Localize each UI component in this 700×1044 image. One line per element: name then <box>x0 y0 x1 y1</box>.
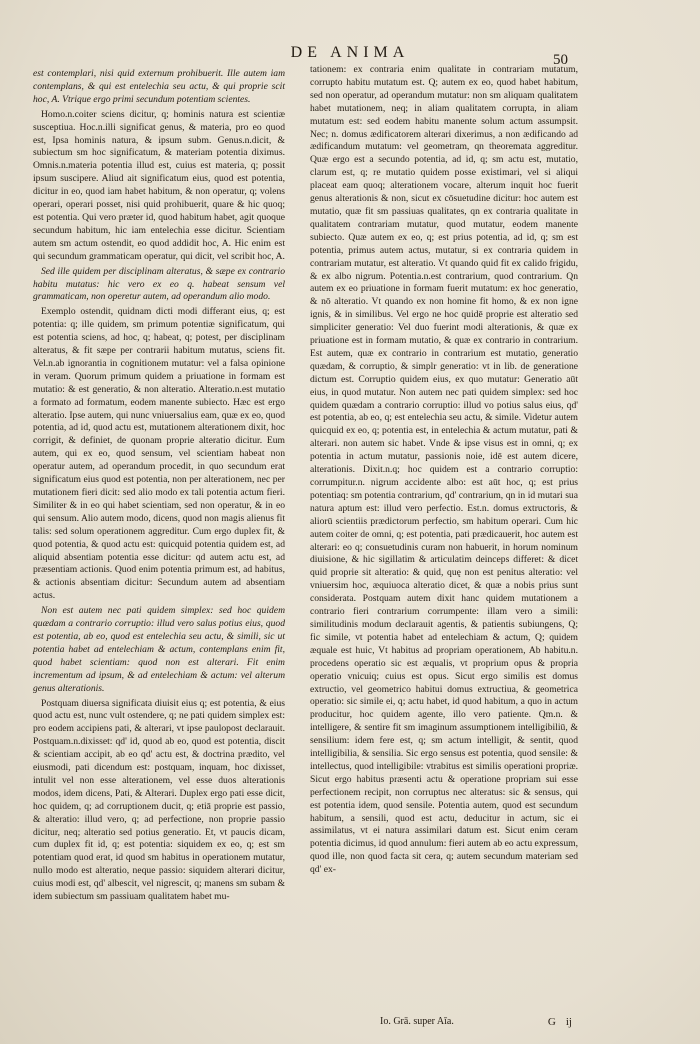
paragraph: tationem: ex contraria enim qualitate in contrariam mutatum, corrupto habitu mutatum est. Q; autem ex eo, quod habet habitum, sed non operatur, ad operandum mutatur: non sm aliquam qualitatem habet mutationem, neq; in aliam qualitatem corrupta, in aliam mutatum est: sed eodem habitu manente solum actum assumpsit. Nec; n. domus ædificatorem alterari dixerimus, a non ædificando ad ædificandum mutatum: vel geometram, qn theoremata aggreditur. Quæ ergo est a secundo potentia, ad id, q; sm actu est, mutatio, clarum est, q; re mutatio quidem posse existimari, vel si aliqui placeat eam quoq; alterationem vocare, alterum inquit hoc fuerit genus alterationis & non, sicut ex cōsuetudine dicitur: hoc autem est mutatio, quæ fit sm passiuas qualitates, qn ex contraria qualitate in qualitatem contrariam mutatur, quod mutatur, eodem manente subiecto. Quæ autem ex eo, q; est prius potentia, ad id, q; sm est potentia, primus autem actus, mutatur, si ex contraria quidem in contrariam mutatur, est alteratio. Vt quando quid fit ex calido frigidu, & ex albo nigrum. Potentia.n.est contrarium, quod contrarium. Qn autem ex eo priuatione in formam fuerit mutatum: ex hoc generatio, & nō alteratio. Vt quando ex non homine fit homo, & ex non igne ignis, & in similibus. Vel ergo ne hoc quidē proprie est alteratio sed simpliciter generatio: Vel duo fuerint modi alterationis, & quæ ex priuatione est in formam mutatio, & quæ ex contrario in contrarium. Est autem, quæ ex contrario in contrarium est mutatio, generatio quædam, & corruptio, & simplr generatio: vt in lib. de generatione dictum est. Corruptio quidem eius, ex quo mutatur: Generatio aūt eius, in quod mutatur. Non autem nec pati quidem simplex: sed hoc quidem quædam a contrario corruptio: illud vo potius salus eius, qd' est potentia, ab eo, q; est entelechia seu actu, & simile. Videtur autem quicquid ex eo, q; potentia est, in entelechia & actum mutatur, pati & alterari. non autem sic habet. Vnde & ipse visus est in omni, q; ex potentia in actum mutatur, passionis noie, idē est autem dicere, alterationis. Dixit.n.q; hoc quidem est a contrario corruptio: corrumpitur.n. nigrum accidente albo: est aūt hoc, q; est prius potentiaq: sm potentia contrarium, qd' contrarium, qn in id mutari sua natura aptum est: illud vero perfectio. Est.n. domus extructoris, & aliorū scientiis prædictorum perfectio, sm habitum operari. Cum hic autem coiter de omni, q; est potentia, pati prædicauerit, hoc autem est alterari: eo q; consuetudinis curam non habuerit, in horum nominum diuisione, & hic sigillatim & articulatim deinceps differet: & dicet quid proprie sit alteratio: & quid, quę non est penitus alteratio: vel vniuersim hoc, æquiuoca alteratio dicet, & quæ a nobis prius sunt considerata. Postquam autem dixit hanc quidem mutationem a contrario fieri contrarium corrumpente: illam vero a simili: similitudinis modum declarauit agentis, & patientis subiungens, Q; fic simile, vt potentia habet ad entelechiam & actum, Q; quidem æquale est huic, Vt habitus ad propriam operationem, Ab habitu.n. procedens operatio sic est æqualis, vt proprium opus & propria operatio vnicuiq; cuius est opus. Sicut ergo similis est domus extructio, vel geometrico habitui domus extructiua, & geometrica operatio: sic simile ei, q; actu habet, id quod habitum, a quo in actum producitur, hoc quidem agente, illo vero patiente. Qm.n. & intelligere, & sentire fit sm imaginum assumptionem intelligibiliū, & sensilium: idem fere est, q; sm actum intelligit, & sentit, quod intelligibilia, & sensilia. Sic ergo sensus est potentia, quod sensile: & intellectus, quod intelligibile: vtrabitus est similis operationi propriæ. Sicut ergo habitus præsenti actu & operatione propriam sui esse perfectionem recipit, non corruptus nec alteratus: sic & sensus, qui est potentia idem, quod sensile. Potentia autem, quod est secundum habitum, a sensili, quod est actu, deducitur in actum, sic ei assimilatus, vt ei natura assimilari datum est. Sicut enim ceram potentia dicimus, id quod annulum: fieri autem ab eo actu expressum, quod ille, non quod facta sit cera, q; autem secundum materiam sed qd' ex- <box>310 64 578 876</box>
signature-mark <box>538 1016 572 1028</box>
right-column <box>310 64 578 879</box>
paragraph: Exemplo ostendit, quidnam dicti modi differant eius, q; est potentia: q; ille quidem, sm primum potentiæ significatum, qui est potentia sciens, ad hoc, q; habeat, q; potest, per disciplinam alteratus, & fit sæpe per contrarii habitum mutatus, sciens fit. Vel.n.ab ignorantia in cognitionem mutatur: vel a falsa opinione in veram. Quorum primum quidem a priuatione in formam est mutatio: & est generatio, & non alteratio. Alteratio.n.est mutatio a formato ad formatum, eodem manente subiecto. Hæc est ergo alteratio. Ipse autem, qui nunc vniuersalius eam, quæ ex eo, quod potentia, ad id, quod actu est, mutationem alterationem dixit, hoc corrigit, & definiet, de quonam proprie alteratio dicitur. Eum autem, qui ex eo, quod sensum, vel scientiam habeat non operatur autem, ad operandum procedit, in quo secundum erat significatum eius quod est potentia, non per alterationem, nec per mutationem fieri dicit: sed alio modo ex tali potentia actum fieri. Similiter & in eo qui habet scientiam, sed non operatur, & in eo qui sensum. Alio autem modo, dicens, quod non magis alienus fit talis: sed solum operationem aggreditur. Cum ergo duplex fit, & quod potentia, & quod actu est: quicquid potentia quidem est, ad aliquid absentiam potentia esse dicitur: qd autem actu est, ad præsentiam actionis. Quod enim potentia primum est, ad habitus, & actionis absentiam dicitur: Secundum autem ad absentiam actus. <box>33 306 285 602</box>
paragraph: Homo.n.coiter sciens dicitur, q; hominis natura est scientiæ susceptiua. Hoc.n.illi significat genus, & materia, pro eo quod est, Ipsa hominis natura, & ipsum subm. Genus.n.dicit, & subiectum sm hoc significatum, & materiam potentia diximus. Omnis.n.materia potentia illud est, cuius est materia, q; possit ipsum suscipere. Aliud ait significatum eius, quod est potentia, dicitur in eo, quod iam habet habitum, & non operatur, q; volens operari, operari posset, nisi quid prohibuerit, quare & hic quoq; est potentia. Qui vero præter id, quod habitum habet, agit quoque secundum habitum, hic iam entelechia esse dicitur. Scientiam autem sm actum ostendit, eo quod addidit hoc, A. Hic enim est qui secundum grammaticam operatur, qui dicit, vel scribit hoc, A. <box>33 108 285 262</box>
paragraph: est contemplari, nisi quid externum prohibuerit. Ille autem iam contemplans, & qui est entelechia seu actu, & qui proprie scit hoc, A. Vtrique ergo primi secundum potentiam scientes. <box>33 68 285 105</box>
paragraph: Postquam diuersa significata diuisit eius q; est potentia, & eius quod actu est, nunc vult ostendere, q; ne pati quidem simplex est: pro eodem accipiens pati, & alterari, vt ipse paulopost declarauit. Postquam.n.dixisset: qd' id, quod ab eo, quod est potentia, discit & scientiam accipit, ab eo qd' actu est, & doctrina prædito, vel eiusmodi, pati dicendum est: postquam, inquam, hoc dixisset, intulit vel non esse alterationem, vel esse duos alterationis modos, idem dicens, Pati, & Alterari. Duplex ergo pati esse dicit, hoc quidem, q; ad corruptionem ducit, q; etiā proprie est passio, & alteratio: illud vero, q; ad perfectione, non proprie passio dicitur, neq; alteratio sed potius generatio. Et, vt paucis dicam, cum duplex fit id, q; est potentia: siquidem ex eo, q; est sm potentiam quod erat, id quod sm habitus in operationem mutatur, nullo modo est alteratio, neque passio: siquidem alterari dicitur, cuius modi est, qd' albescit, vel nigrescit, q; manens sm subam & idem subiectum sm passiuam qualitatem habet mu- <box>33 697 285 903</box>
running-head: DE ANIMA <box>290 44 410 61</box>
page-number: 50 <box>553 52 568 68</box>
paragraph: Sed ille quidem per disciplinam alteratus, & sæpe ex contrario habitu mutatus: hic vero ex eo q. habeat sensum vel grammaticam, non operetur autem, ad operandum alio modo. <box>33 265 285 303</box>
paragraph: Non est autem nec pati quidem simplex: sed hoc quidem quædam a contrario corruptio: illud vero salus potius eius, quod est potentia, ab eo, quod est entelechia seu actu, & simili, sic ut potentia habet ad entelechiam & actum, contemplans enim fit, quod habet scientiam: quod non est alterari. Fit enim incrementum ad ipsum, & ad entelechiam & actum: vel alterum genus alterationis. <box>33 605 285 694</box>
signature-letter: G <box>547 1016 556 1028</box>
left-column <box>33 68 285 906</box>
signature-number: ij <box>565 1016 572 1028</box>
catchword-footer: Io. Grā. super Aīa. <box>380 1016 454 1027</box>
